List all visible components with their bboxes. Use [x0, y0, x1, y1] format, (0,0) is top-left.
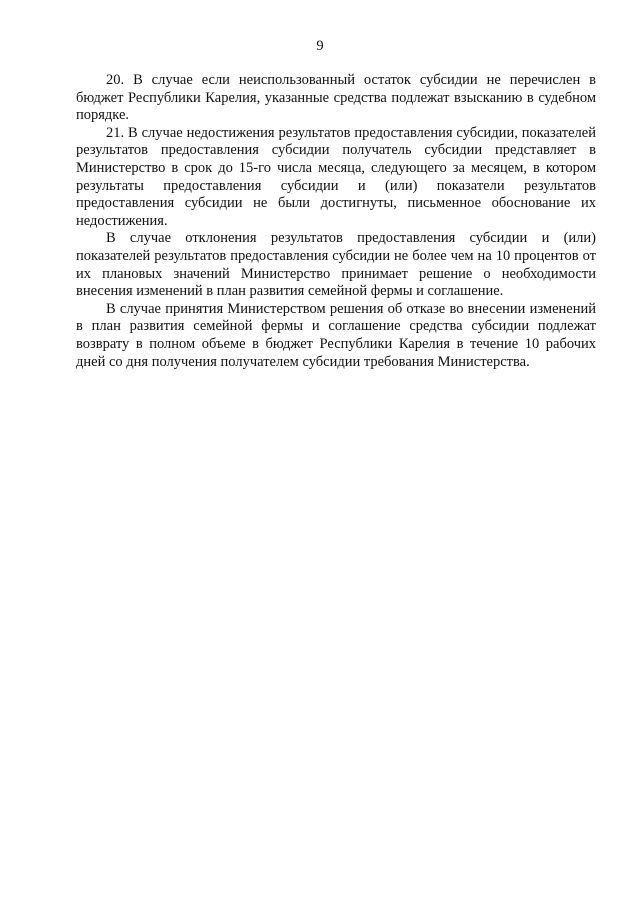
paragraph-21: 21. В случае недостижения результатов предоставления субсидии, показателей результатов предоставления субсидии получатель субсидии представляет в Министерство в срок до 15-го числа месяца, следующего за месяцем, в котором результаты предоставления субсидии и (или) показатели результатов предоставления субсидии не были достигнуты, письменное обоснование их недостижения.	[76, 124, 596, 229]
paragraph-refusal: В случае принятия Министерством решения об отказе во внесении изменений в план развития семейной фермы и соглашение средства субсидии подлежат возврату в полном объеме в бюджет Республики Карелия в течение 10 рабочих дней со дня получения получателем субсидии требования Министерства.	[76, 300, 596, 370]
document-body	[76, 72, 596, 371]
paragraph-20: 20. В случае если неиспользованный остаток субсидии не перечислен в бюджет Республики Карелия, указанные средства подлежат взысканию в судебном порядке.	[76, 72, 596, 124]
page-number: 9	[316, 38, 324, 54]
paragraph-deviation: В случае отклонения результатов предоставления субсидии и (или) показателей результатов предоставления субсидии не более чем на 10 процентов от их плановых значений Министерство принимает решение о необходимости внесения изменений в план развития семейной фермы и соглашение.	[76, 230, 596, 300]
